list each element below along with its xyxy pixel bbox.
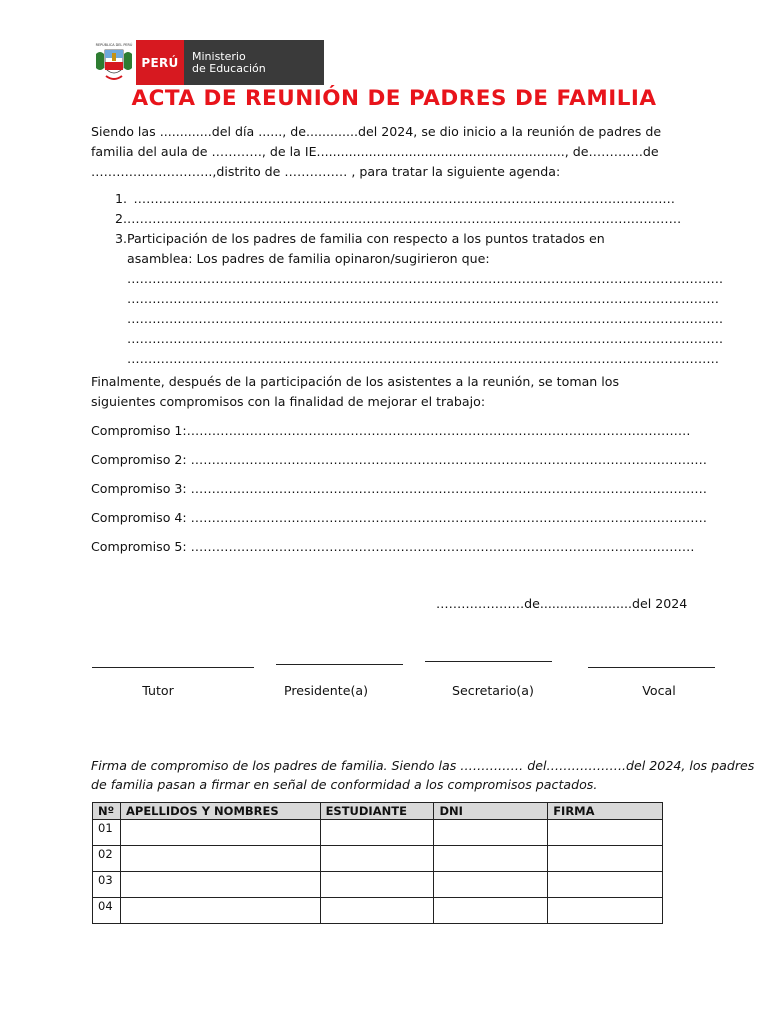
- intro-paragraph: [91, 122, 661, 182]
- signature-label-tutor: Tutor: [142, 683, 174, 698]
- agenda-number: 3.: [115, 231, 128, 246]
- table-row: [93, 846, 663, 872]
- agenda-dotted-line: ……………………………………………………………………………………………………………………………: [127, 351, 719, 366]
- table-header-row: [93, 803, 663, 820]
- row-number: 02: [93, 846, 121, 872]
- cell-nombres[interactable]: [120, 898, 320, 924]
- row-number: 03: [93, 872, 121, 898]
- cell-estudiante[interactable]: [320, 898, 434, 924]
- ministry-line1: Ministerio: [192, 49, 246, 63]
- agenda-dotted-line: …………………………………………………………………………………………………………………………….: [127, 271, 723, 286]
- agenda-text: ……………………………………………………………………………………………………………………: [127, 211, 682, 226]
- cell-dni[interactable]: [434, 820, 548, 846]
- intro-line: ………………………..,distrito de …………… , para tratar la siguiente agenda:: [91, 164, 561, 179]
- firma-note-line: Firma de compromiso de los padres de familia. Siendo las …………… del……………….del 2024, los padres: [91, 758, 755, 773]
- cell-dni[interactable]: [434, 872, 548, 898]
- closing-line: Finalmente, después de la participación de los asistentes a la reunión, se toman los: [91, 374, 620, 389]
- cell-estudiante[interactable]: [320, 820, 434, 846]
- signature-line-presidente: [276, 664, 403, 665]
- agenda-item: [115, 229, 723, 369]
- minedu-logo: [92, 40, 324, 85]
- agenda-text: asamblea: Los padres de familia opinaron/sugirieron que:: [127, 251, 490, 266]
- coat-of-arms-icon: [92, 40, 136, 85]
- cell-firma[interactable]: [548, 872, 663, 898]
- row-number: 04: [93, 898, 121, 924]
- agenda-text: …………………………………………………………………………………………………………………: [133, 191, 675, 206]
- cell-nombres[interactable]: [120, 872, 320, 898]
- agenda-number: 1.: [115, 191, 128, 206]
- signature-label-secretario: Secretario(a): [452, 683, 534, 698]
- intro-line: familia del aula de …………, de la IE.............................................................., de………….de: [91, 144, 659, 159]
- signature-label-vocal: Vocal: [642, 683, 676, 698]
- coat-of-arms: [92, 40, 136, 85]
- signature-line-secretario: [425, 661, 552, 662]
- agenda-item: [115, 209, 682, 229]
- firma-note-line: de familia pasan a firmar en señal de conformidad a los compromisos pactados.: [91, 777, 598, 792]
- cell-dni[interactable]: [434, 846, 548, 872]
- shield-caption: REPÚBLICA DEL PERÚ: [95, 43, 133, 47]
- cell-dni[interactable]: [434, 898, 548, 924]
- ministry-label: [184, 40, 324, 85]
- agenda-text-block: [127, 229, 723, 369]
- cell-firma[interactable]: [548, 898, 663, 924]
- signature-line-tutor: [92, 667, 254, 668]
- agenda-dotted-line: …………………………………………………………………………………………………………………………….: [127, 311, 723, 326]
- firmas-table: [92, 802, 663, 924]
- table-row: [93, 820, 663, 846]
- col-header-nombres: APELLIDOS Y NOMBRES: [120, 803, 320, 820]
- peru-label: PERÚ: [136, 40, 184, 85]
- row-number: 01: [93, 820, 121, 846]
- table-row: [93, 898, 663, 924]
- compromiso-5: Compromiso 5: …………………………………………………………………………………………………………: [91, 539, 695, 554]
- cell-nombres[interactable]: [120, 846, 320, 872]
- col-header-dni: DNI: [434, 803, 548, 820]
- cell-estudiante[interactable]: [320, 872, 434, 898]
- agenda-list: [115, 189, 723, 369]
- cell-estudiante[interactable]: [320, 846, 434, 872]
- cell-nombres[interactable]: [120, 820, 320, 846]
- closing-line: siguientes compromisos con la finalidad de mejorar el trabajo:: [91, 394, 486, 409]
- ministry-line2: de Educación: [192, 61, 266, 75]
- compromiso-3: Compromiso 3: ……………………………………………………………………………………………………………: [91, 481, 708, 496]
- compromiso-1: Compromiso 1:…………………………………………………………………………………………………………: [91, 423, 691, 438]
- agenda-item: [115, 189, 675, 209]
- col-header-numero: Nº: [93, 803, 121, 820]
- intro-line: Siendo las .............del día ......, de.............del 2024, se dio inicio a la reunión de padres de: [91, 124, 662, 139]
- signature-line-vocal: [588, 667, 715, 668]
- date-line: …………………de.......................del 2024: [436, 596, 688, 611]
- compromiso-2: Compromiso 2: ……………………………………………………………………………………………………………: [91, 452, 708, 467]
- table-row: [93, 872, 663, 898]
- col-header-estudiante: ESTUDIANTE: [320, 803, 434, 820]
- agenda-dotted-line: ……………………………………………………………………………………………………………………………: [127, 291, 719, 306]
- firma-note: [91, 756, 755, 794]
- agenda-number: 2.: [115, 211, 128, 226]
- cell-firma[interactable]: [548, 820, 663, 846]
- agenda-text: Participación de los padres de familia con respecto a los puntos tratados en: [127, 231, 605, 246]
- col-header-firma: FIRMA: [548, 803, 663, 820]
- closing-paragraph: [91, 372, 661, 412]
- signature-label-presidente: Presidente(a): [283, 683, 369, 698]
- compromiso-4: Compromiso 4: ……………………………………………………………………………………………………………: [91, 510, 708, 525]
- cell-firma[interactable]: [548, 846, 663, 872]
- document-title: ACTA DE REUNIÓN DE PADRES DE FAMILIA: [131, 86, 657, 111]
- agenda-dotted-line: …………………………………………………………………………………………………………………………….: [127, 331, 723, 346]
